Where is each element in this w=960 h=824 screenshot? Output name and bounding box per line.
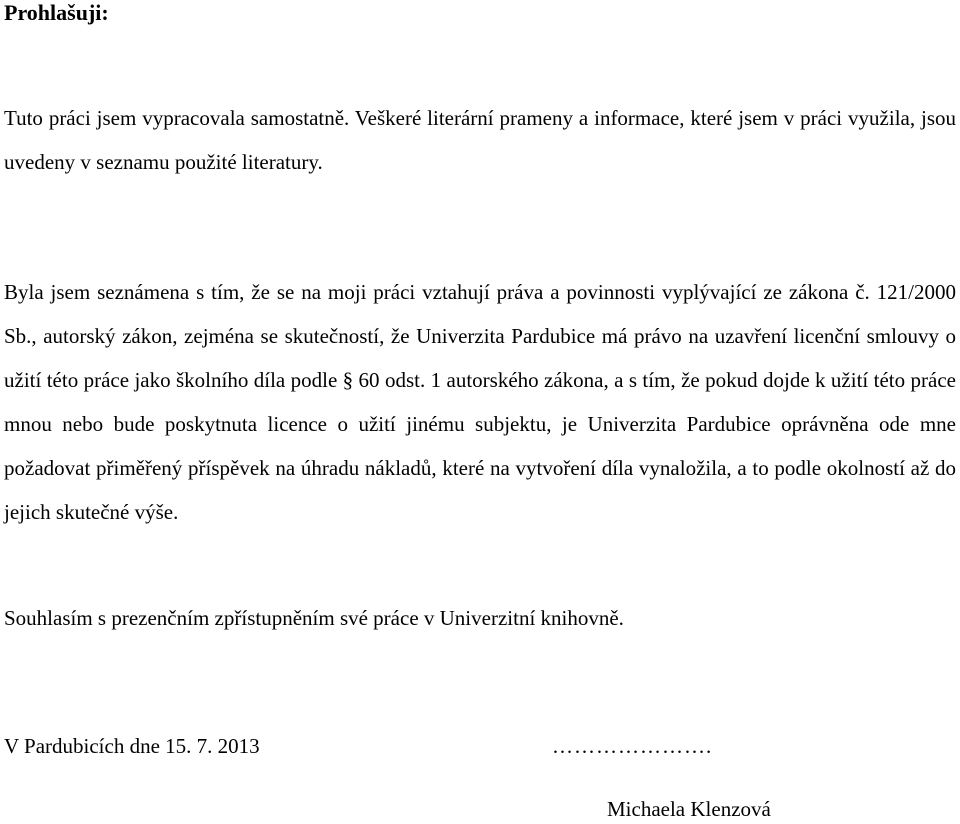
author-name: Michaela Klenzová bbox=[607, 797, 771, 821]
declaration-paragraph-authorship: Tuto práci jsem vypracovala samostatně. Veškeré literární prameny a informace, které jsem v práci využila, jsou uvedeny v seznamu použité literatury. bbox=[4, 106, 956, 174]
declaration-paragraph-library-consent: Souhlasím s prezenčním zpřístupněním své práce v Univerzitní knihovně. bbox=[4, 606, 624, 630]
declaration-paragraph-copyright: Byla jsem seznámena s tím, že se na moji práci vztahují práva a povinnosti vyplývající ze zákona č. 121/2000 Sb., autorský zákon, zejména se skutečností, že Univerzita Pardubice má právo na uzavření licenční smlouvy o užití této práce jako školního díla podle § 60 odst. 1 autorského zákona, a s tím, že pokud dojde k užití této práce mnou nebo bude poskytnuta licence o užití jinému subjektu, je Univerzita Pardubice oprávněna ode mne požadovat přiměřený příspěvek na úhradu nákladů, které na vytvoření díla vynaložila, a to podle okolností až do jejich skutečné výše. bbox=[4, 280, 956, 524]
declaration-heading: Prohlašuji: bbox=[4, 0, 109, 25]
place-and-date: V Pardubicích dne 15. 7. 2013 bbox=[4, 734, 260, 758]
signature-line: …………………. bbox=[552, 734, 713, 758]
